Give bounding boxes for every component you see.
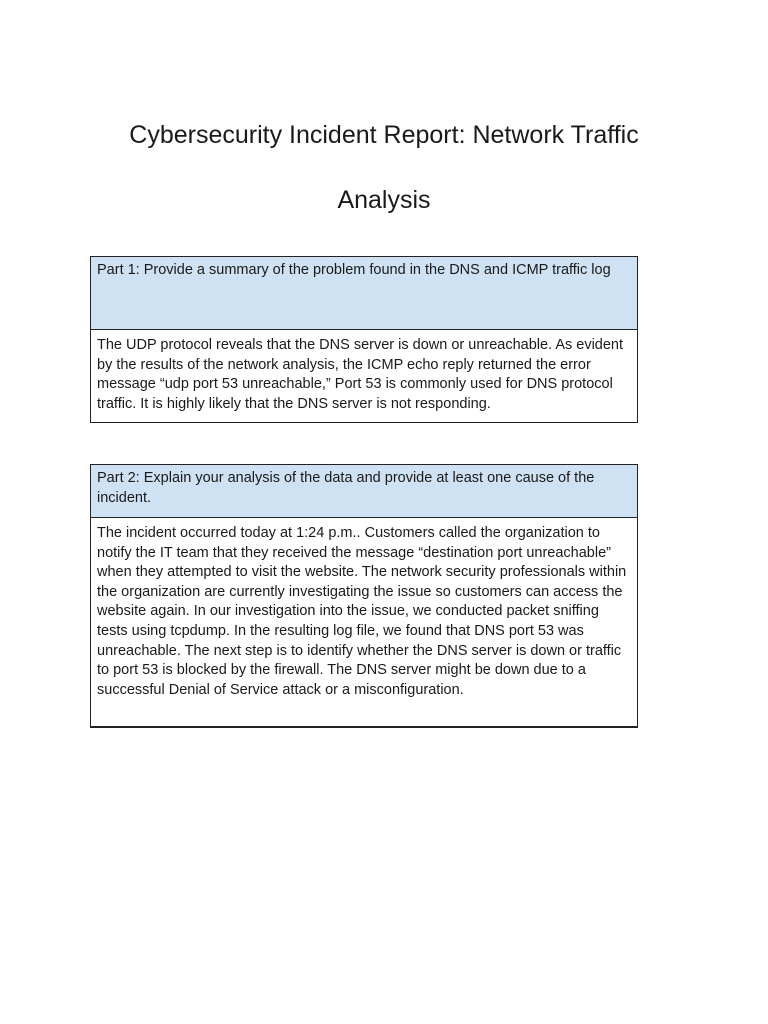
part2-question-row (91, 465, 638, 518)
report-title-line-2: Analysis (337, 186, 431, 214)
part1-question: Part 1: Provide a summary of the problem found in the DNS and ICMP traffic log (91, 257, 638, 330)
part2-answer-row (91, 518, 638, 728)
report-title-line-1: Cybersecurity Incident Report: Network Traffic (129, 121, 639, 149)
part1-answer-row (91, 330, 638, 423)
part1-answer: The UDP protocol reveals that the DNS server is down or unreachable. As evident by the results of the network analysis, the ICMP echo reply returned the error message “udp port 53 unreachable,” Port 53 is commonly used for DNS protocol traffic. It is highly likely that the DNS server is not responding. (91, 330, 638, 423)
part2-answer: The incident occurred today at 1:24 p.m.. Customers called the organization to notify the IT team that they received the message “destination port unreachable” when they attempted to visit the website. The network security professionals within the organization are currently investigating the issue so customers can access the website again. In our investigation into the issue, we conducted packet sniffing tests using tcpdump. In the resulting log file, we found that DNS port 53 was unreachable. The next step is to identify whether the DNS server is down or traffic to port 53 is blocked by the firewall. The DNS server might be down due to a successful Denial of Service attack or a misconfiguration. (91, 518, 638, 728)
part2-question: Part 2: Explain your analysis of the data and provide at least one cause of the incident. (91, 465, 638, 518)
part1-table (90, 256, 638, 423)
part1-question-row (91, 257, 638, 330)
part2-table (90, 464, 638, 728)
